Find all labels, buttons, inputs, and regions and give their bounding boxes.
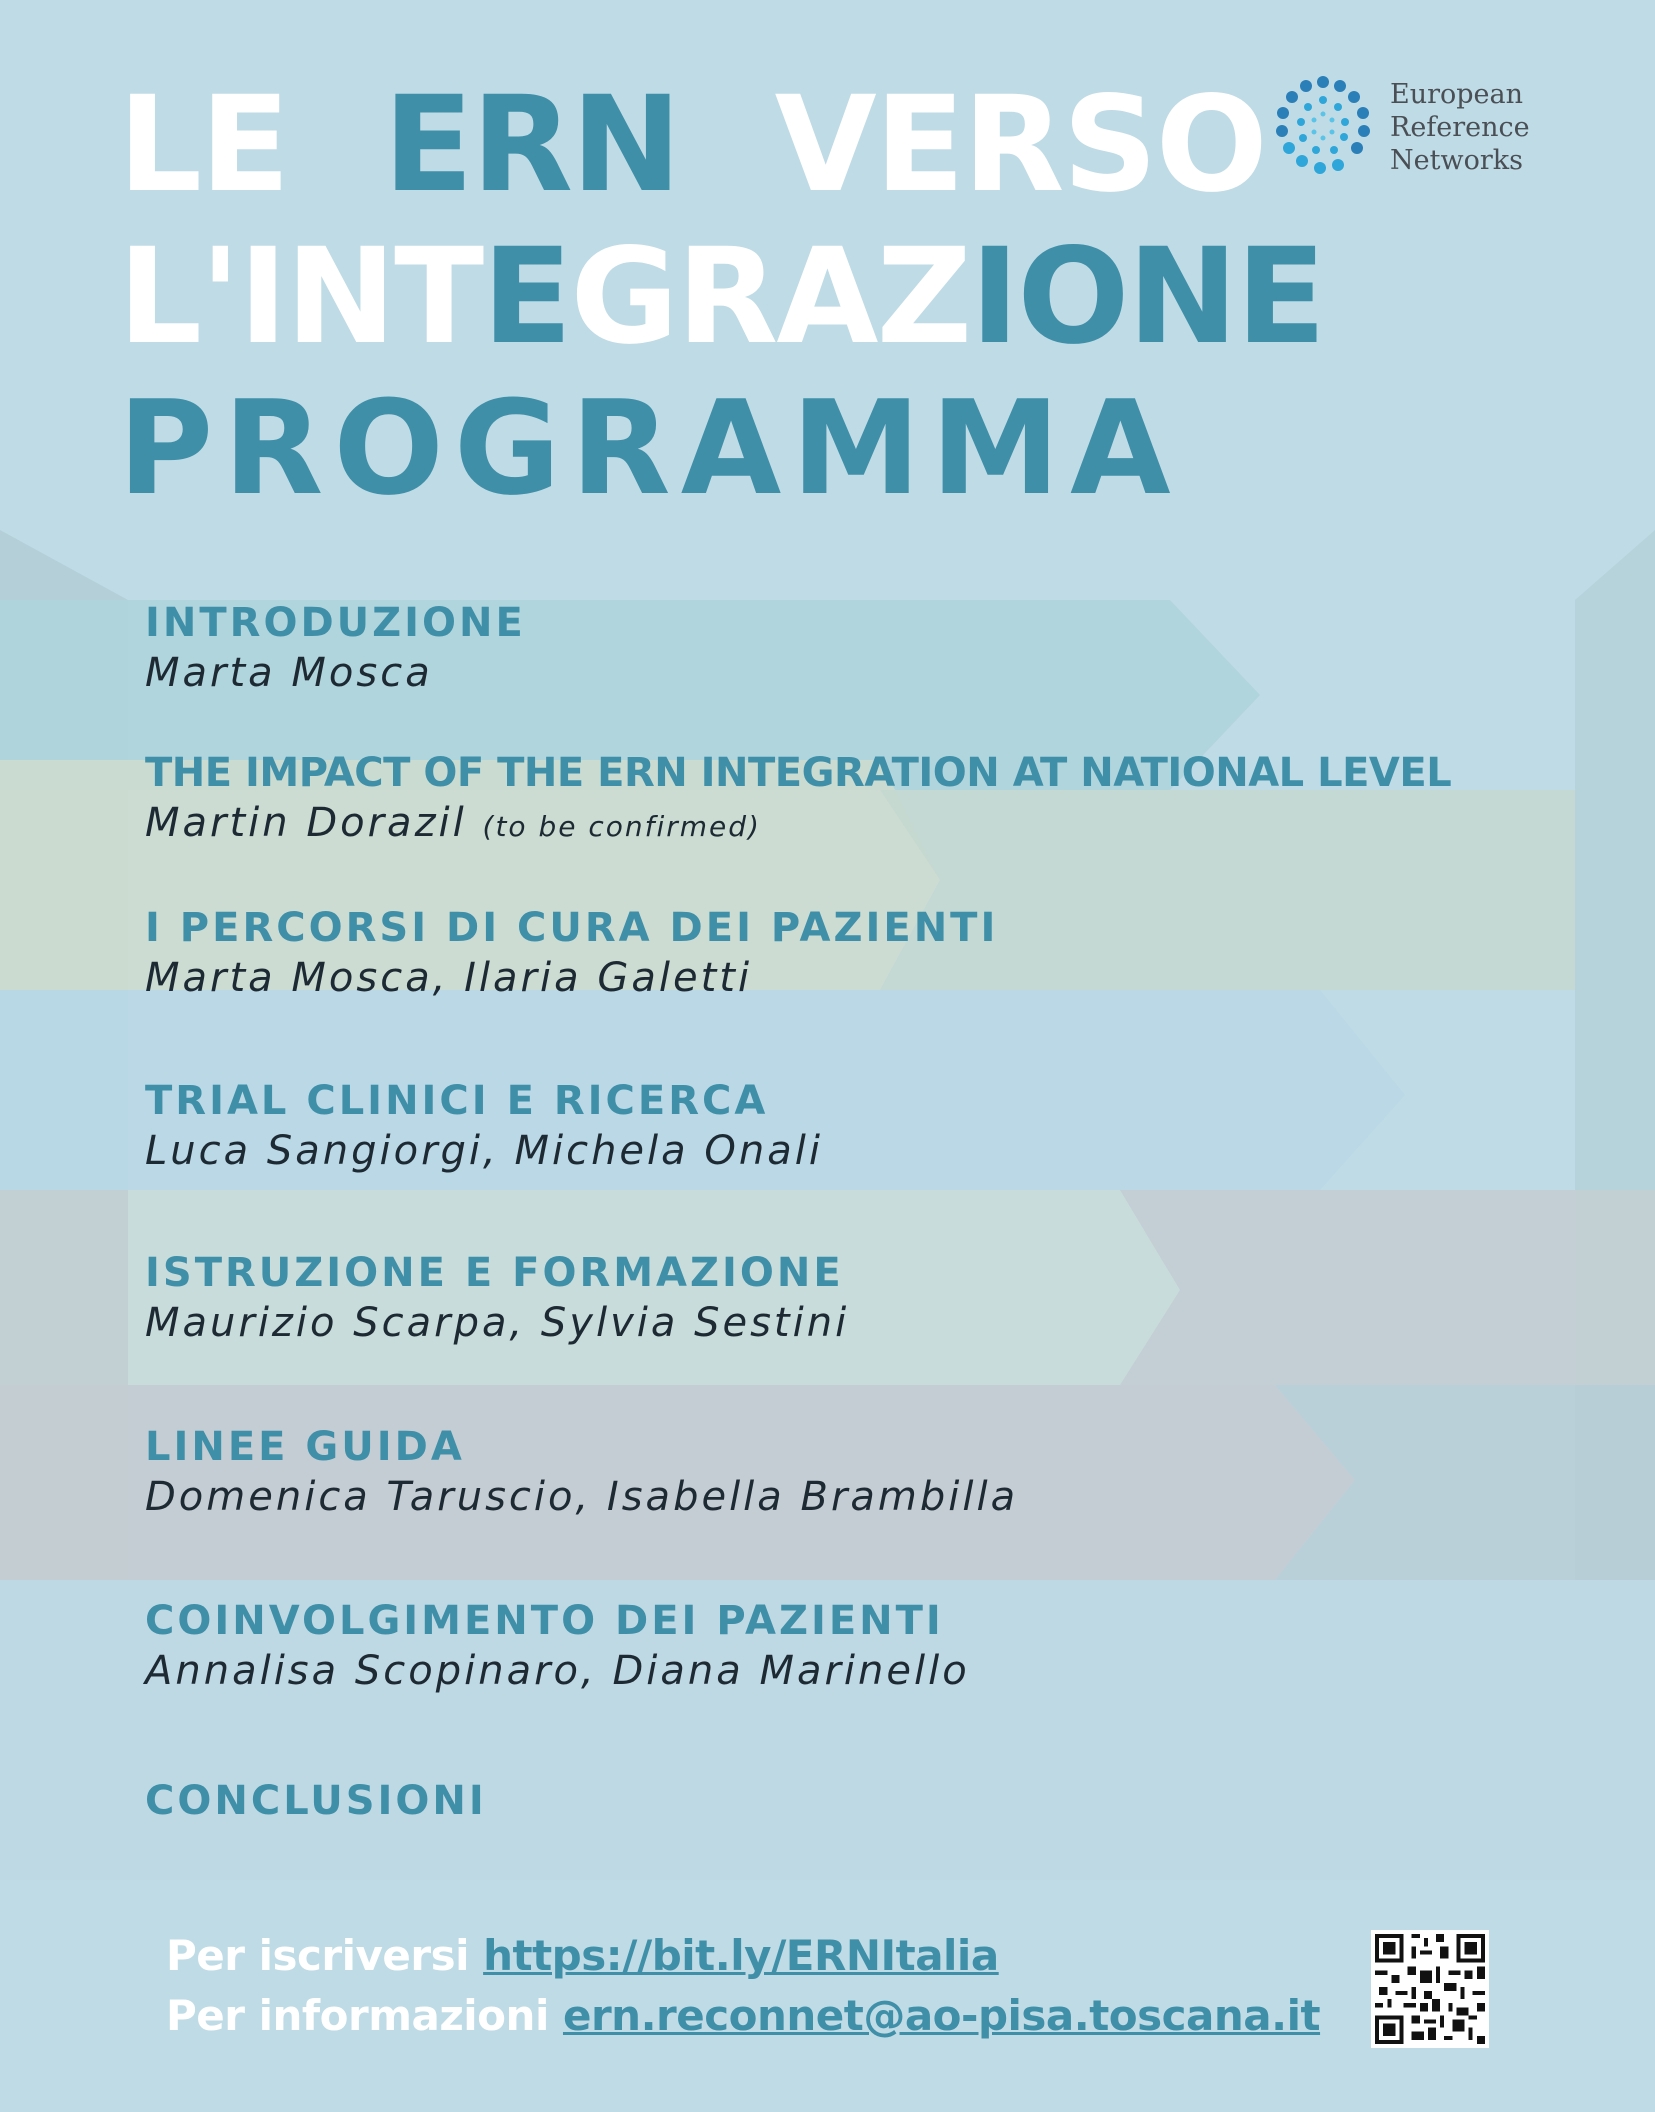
ern-logo	[1268, 72, 1568, 182]
title-part-4: IONE	[970, 220, 1325, 374]
program-item-speakers: Luca Sangiorgi, Michela Onali	[145, 1128, 823, 1174]
title-part-1: L'INT	[118, 220, 483, 374]
program-item-speaker-name: Martin Dorazil	[145, 800, 467, 846]
program-item-conclusioni	[145, 1778, 487, 1824]
title-programma: PROGRAMMA	[118, 372, 1181, 524]
logo-text-line-3: Networks	[1390, 145, 1523, 176]
title-word-le: LE	[118, 68, 289, 222]
title-part-2: E	[482, 220, 571, 374]
title-word-verso: VERSO	[774, 68, 1266, 222]
info-label: Per informazioni	[166, 1991, 549, 2040]
program-item-speakers: Marta Mosca	[145, 650, 433, 696]
title-line-2	[118, 220, 1324, 374]
logo-text	[1390, 78, 1530, 177]
program-item-title: COINVOLGIMENTO DEI PAZIENTI	[145, 1598, 944, 1644]
qr-code-icon[interactable]	[1371, 1930, 1489, 2048]
program-item-speakers	[145, 800, 1451, 846]
dotted-circle-logo-icon	[1268, 72, 1378, 182]
program-item-coinvolgimento	[145, 1598, 970, 1694]
program-item-title: THE IMPACT OF THE ERN INTEGRATION AT NATIONAL LEVEL	[145, 750, 1452, 796]
program-item-speakers: Maurizio Scarpa, Sylvia Sestini	[145, 1300, 850, 1346]
program-item-speakers: Marta Mosca, Ilaria Galetti	[145, 955, 753, 1001]
footer	[166, 1926, 1320, 2046]
logo-text-line-2: Reference	[1390, 112, 1530, 143]
logo-text-line-1: European	[1390, 79, 1524, 110]
register-link[interactable]: https://bit.ly/ERNItalia	[483, 1931, 999, 1980]
program-item-title: LINEE GUIDA	[145, 1424, 465, 1470]
program-item-linee-guida	[145, 1424, 1018, 1520]
title-word-ern: ERN	[383, 68, 680, 222]
register-label: Per iscriversi	[166, 1931, 469, 1980]
program-item-speakers: Annalisa Scopinaro, Diana Marinello	[145, 1648, 970, 1694]
title-line-1	[118, 68, 1266, 222]
title-part-3: GRAZ	[570, 220, 971, 374]
program-item-introduzione	[145, 600, 526, 696]
program-item-title: I PERCORSI DI CURA DEI PAZIENTI	[145, 905, 999, 951]
program-item-istruzione	[145, 1250, 849, 1346]
info-email-link[interactable]: ern.reconnet@ao-pisa.toscana.it	[562, 1991, 1321, 2040]
program-item-title: TRIAL CLINICI E RICERCA	[145, 1078, 769, 1124]
footer-register	[166, 1926, 1320, 1986]
program-item-title: INTRODUZIONE	[145, 600, 526, 646]
program-item-title: ISTRUZIONE E FORMAZIONE	[145, 1250, 844, 1296]
program-item-speakers: Domenica Taruscio, Isabella Brambilla	[145, 1474, 1019, 1520]
footer-info	[166, 1986, 1320, 2046]
program-item-impact	[145, 750, 1451, 846]
program-item-percorsi	[145, 905, 998, 1001]
program-item-note: (to be confirmed)	[482, 810, 761, 843]
program-item-title: CONCLUSIONI	[145, 1778, 487, 1824]
program-item-trial	[145, 1078, 823, 1174]
